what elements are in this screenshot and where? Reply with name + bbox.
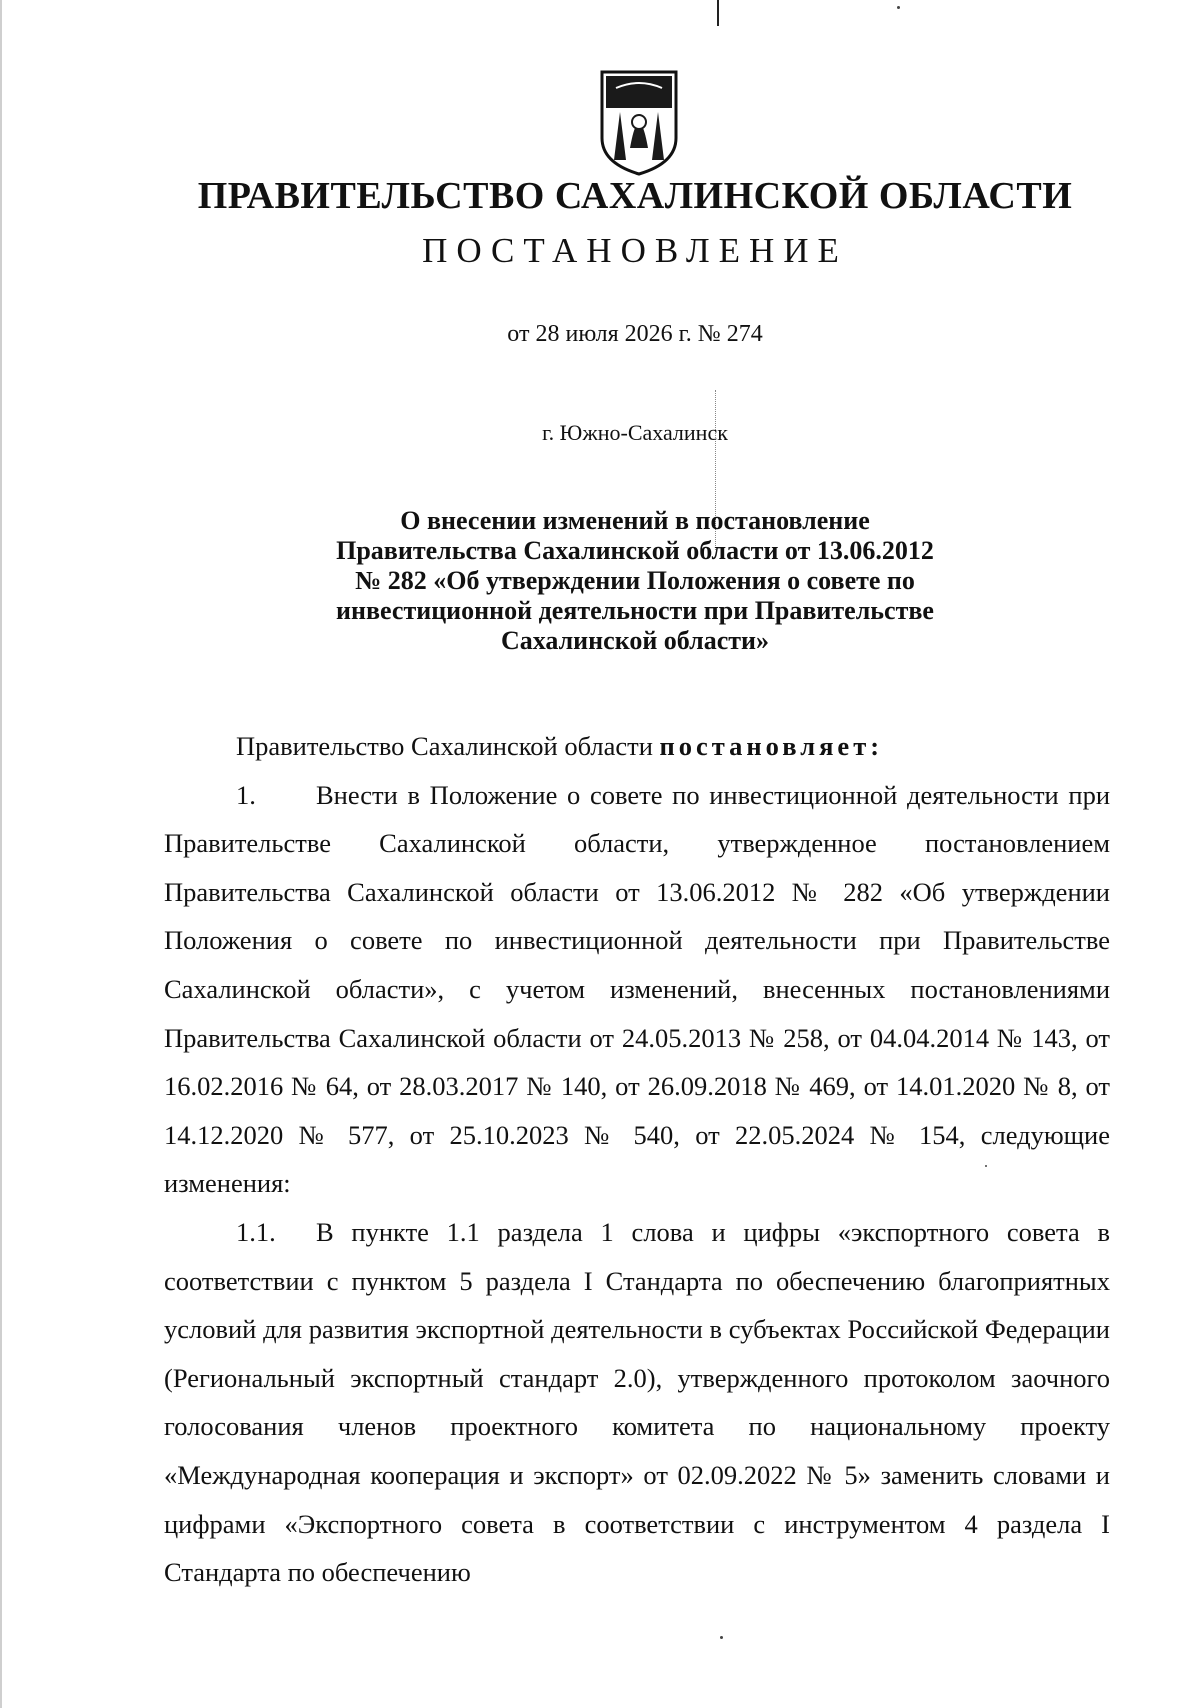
subject-line: инвестиционной деятельности при Правительстве [336,596,934,625]
paragraph-text: Внести в Положение о совете по инвестиционной деятельности при Правительстве Сахалинской области, утвержденное постановлением Правительства Сахалинской области от 13.06.2012 № 282 «Об утверждении Положения о совете по инвестиционной деятельности при Правительстве Сахалинской области», с учетом изменений, внесенных постановлениями Правительства Сахалинской области от 24.05.2013 № 258, от 04.04.2014 № 143, от 16.02.2016 № 64, от 28.03.2017 № 140, от 26.09.2018 № 469, от 14.01.2020 № 8, от 14.12.2020 № 577, от 25.10.2023 № 540, от 22.05.2024 № 154, следующие изменения: [164,779,1110,1199]
decree-subject [280,506,990,656]
intro-text: Правительство Сахалинской области [236,731,660,761]
scan-speck [720,1636,723,1639]
subject-line: Сахалинской области» [500,626,770,655]
subject-line: № 282 «Об утверждении Положения о совете по [355,566,915,595]
intro-accent-word: постановляет: [659,731,884,761]
paragraph-text: В пункте 1.1 раздела 1 слова и цифры «экспортного совета в соответствии с пунктом 5 раздела I Стандарта по обеспечению благоприятных условий для развития экспортной деятельности в субъектах Российской Федерации (Региональный экспортный стандарт 2.0), утвержденного протоколом заочного голосования членов проектного комитета по национальному проекту «Международная кооперация и экспорт» от 02.09.2022 № 5» заменить словами и цифрами «Экспортного совета в соответствии с инструментом 4 раздела I Стандарта по обеспечению [164,1216,1110,1588]
paragraph-1 [164,771,1110,1208]
decree-date-number: от 28 июля 2026 г. № 274 [507,321,763,347]
subject-line: О внесении изменений в постановление [400,506,870,535]
scan-artifact-line [717,0,719,26]
subject-line: Правительства Сахалинской области от 13.06.2012 [336,536,934,565]
decree-body [164,722,1110,1597]
coat-of-arms-emblem [596,68,682,178]
paragraph-number: 1. [236,779,256,810]
paragraph-1-1 [164,1208,1110,1597]
document-type-title: ПОСТАНОВЛЕНИЕ [422,231,848,270]
decree-city: г. Южно-Сахалинск [542,420,728,445]
organization-title: ПРАВИТЕЛЬСТВО САХАЛИНСКОЙ ОБЛАСТИ [197,175,1073,217]
scan-speck [897,6,900,9]
paragraph-number: 1.1. [236,1216,276,1247]
intro-paragraph [164,722,1110,771]
